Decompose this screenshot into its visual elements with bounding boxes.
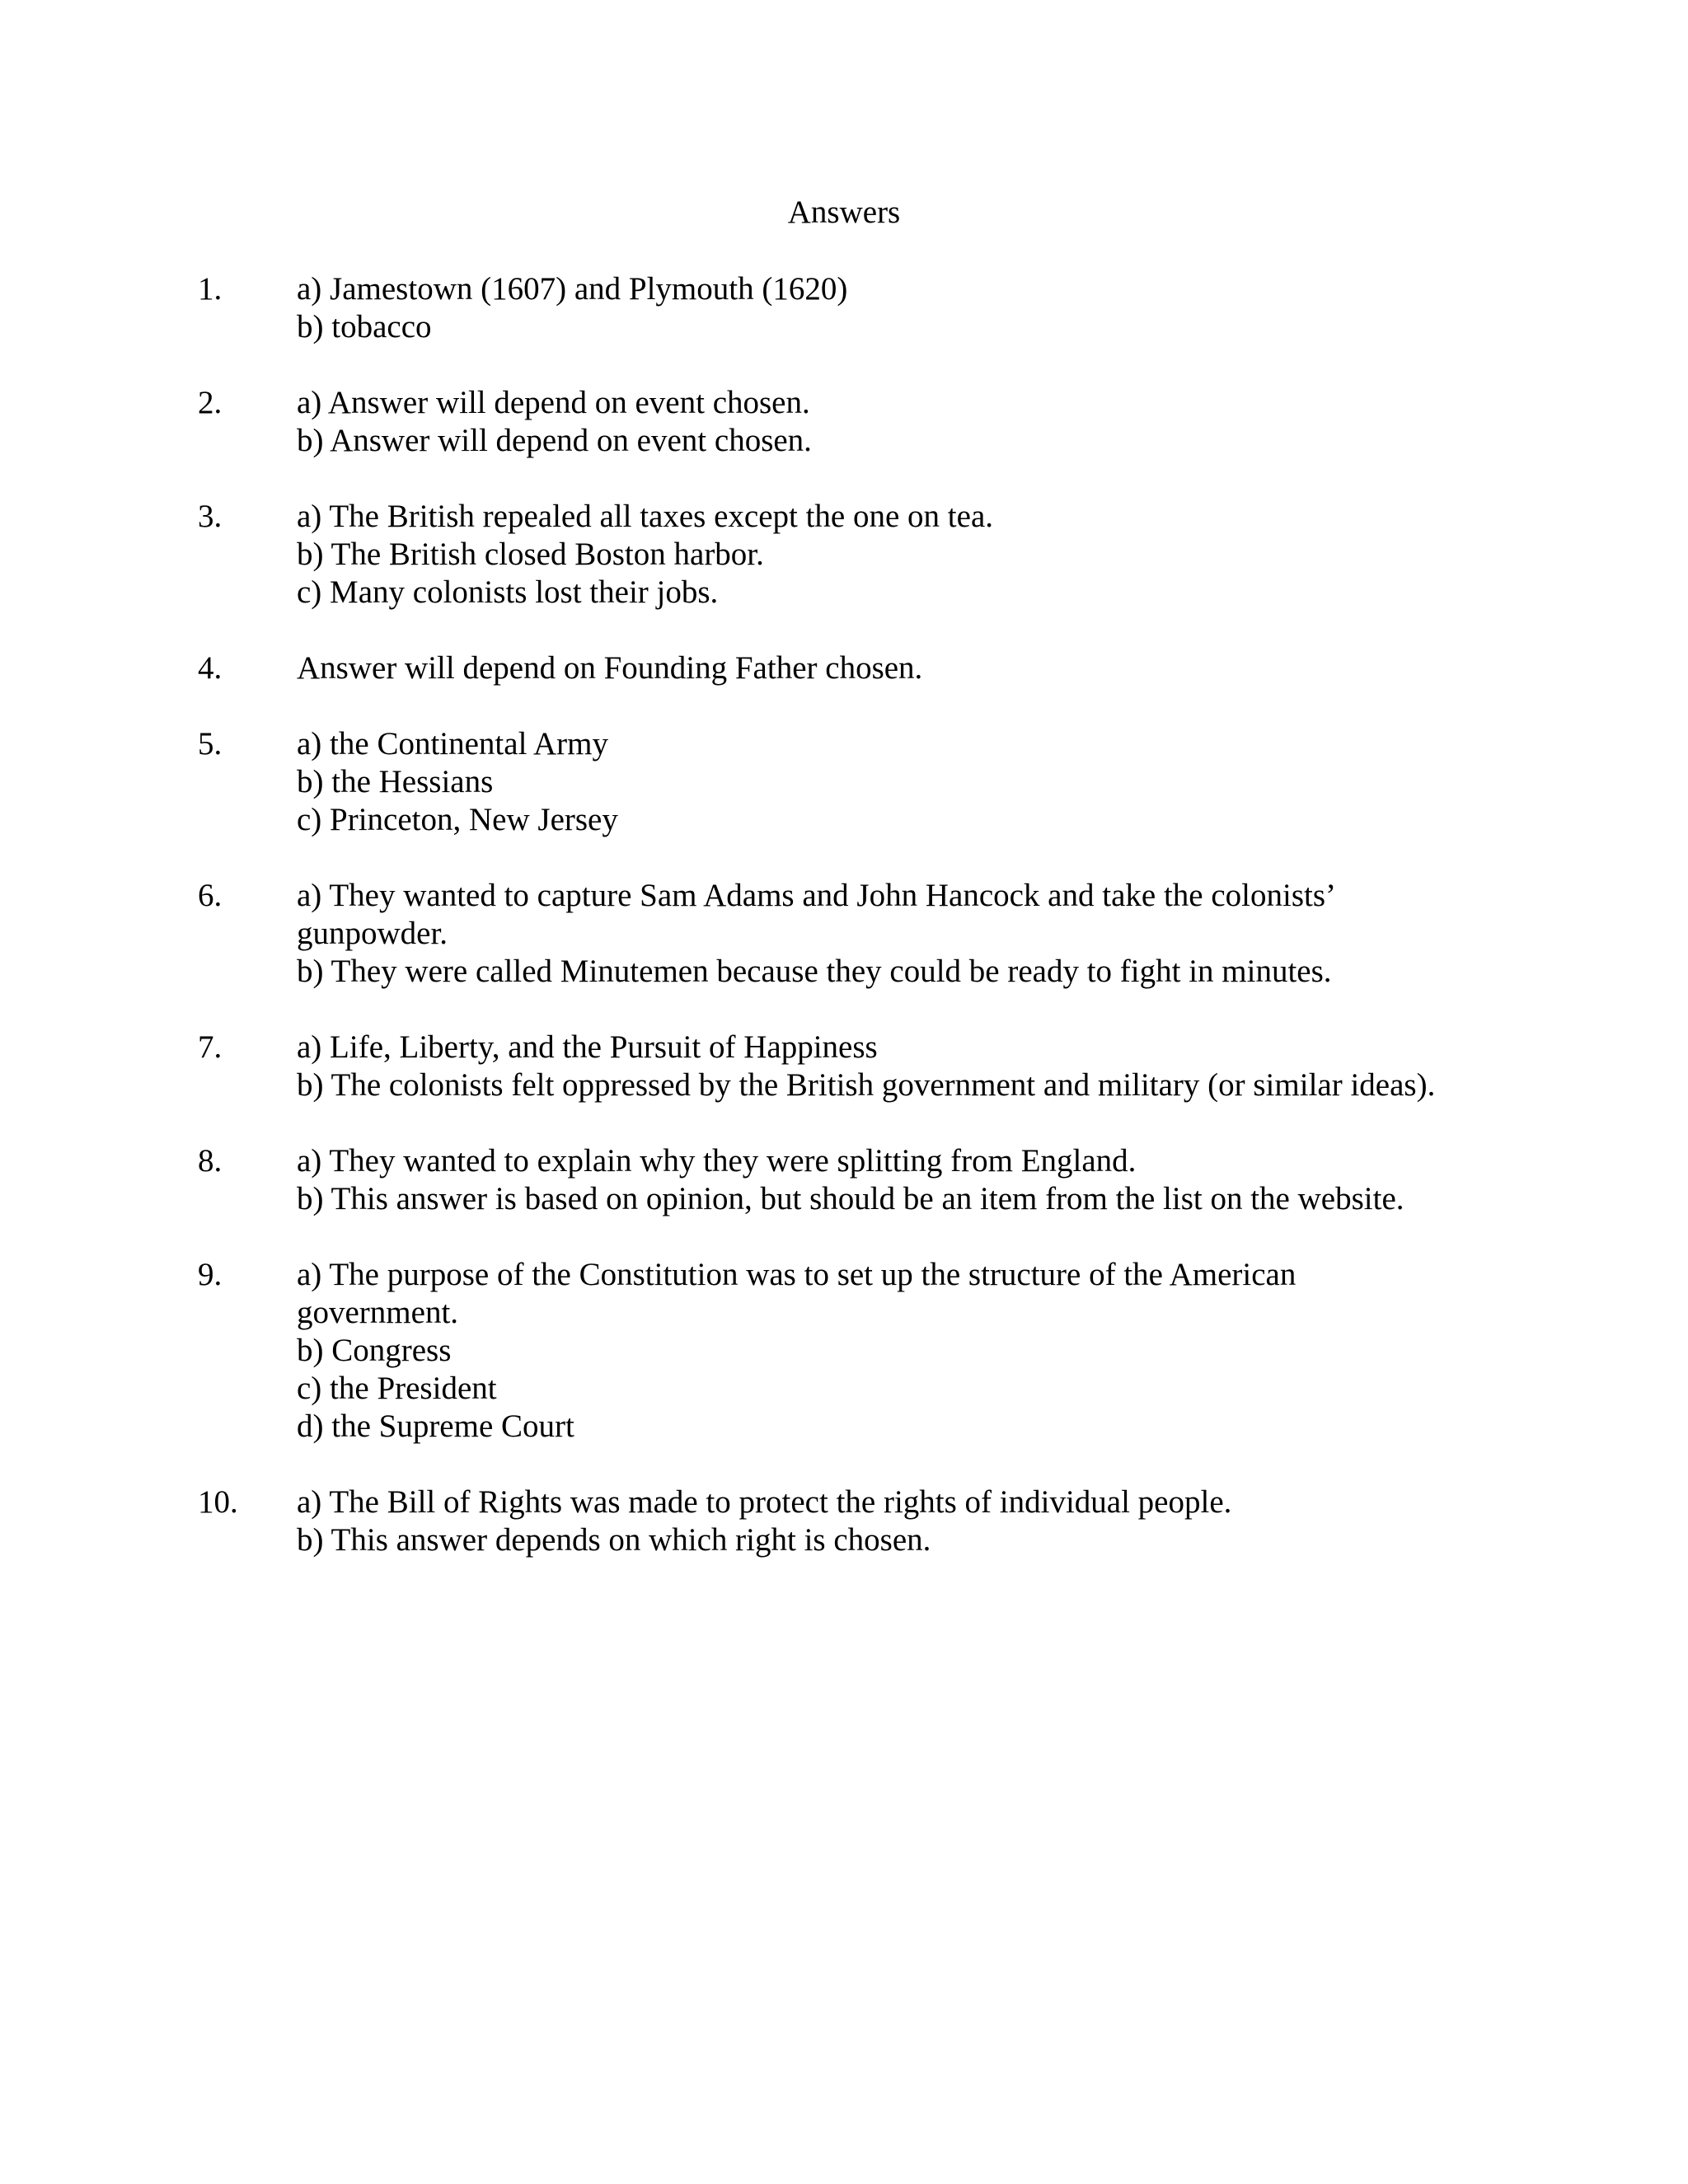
answer-item [198,649,1484,687]
answer-line: a) They wanted to capture Sam Adams and John Hancock and take the colonists’ [297,878,1337,913]
answer-item [198,384,1484,460]
answer-line: b) The British closed Boston harbor. [297,537,764,572]
answer-line: a) Jamestown (1607) and Plymouth (1620) [297,271,848,307]
answer-item [198,1142,1484,1218]
answer-item [198,1483,1484,1559]
answer-number: 4. [198,650,223,686]
answer-line: c) Many colonists lost their jobs. [297,574,719,610]
answer-body [297,1029,1484,1104]
answer-item [198,877,1484,991]
answer-line: a) Answer will depend on event chosen. [297,385,810,420]
answer-body [297,1142,1484,1218]
answer-number: 6. [198,878,223,913]
answer-number: 5. [198,726,223,762]
answer-line: b) This answer depends on which right is chosen. [297,1522,931,1558]
answer-line: gunpowder. [297,916,448,951]
answer-item [198,1029,1484,1104]
answer-item [198,498,1484,612]
answer-line: a) The British repealed all taxes except the one on tea. [297,499,994,534]
answer-body [297,649,1484,687]
answer-item [198,1256,1484,1446]
answer-number: 7. [198,1029,223,1065]
answer-number: 8. [198,1143,223,1179]
answer-item [198,725,1484,839]
answer-line: b) This answer is based on opinion, but should be an item from the list on the website. [297,1181,1404,1216]
answer-line: a) The Bill of Rights was made to protect the rights of individual people. [297,1484,1232,1520]
answer-line: a) They wanted to explain why they were splitting from England. [297,1143,1137,1179]
answer-line: a) the Continental Army [297,726,609,762]
answer-body [297,877,1484,991]
answer-line: b) Answer will depend on event chosen. [297,423,812,458]
answer-item [198,270,1484,346]
answer-body [297,498,1484,612]
answer-line: b) They were called Minutemen because they could be ready to fight in minutes. [297,954,1332,989]
answer-line: b) tobacco [297,309,432,344]
answer-line: c) the President [297,1371,497,1406]
answer-line: Answer will depend on Founding Father chosen. [297,650,923,686]
answer-line: d) the Supreme Court [297,1408,574,1444]
answer-number: 9. [198,1257,223,1292]
answer-body [297,1483,1484,1559]
answer-number: 2. [198,385,223,420]
answer-body [297,270,1484,346]
answer-line: government. [297,1295,459,1330]
answer-body [297,725,1484,839]
answer-body [297,384,1484,460]
answer-body [297,1256,1484,1446]
answer-number: 3. [198,499,223,534]
answer-line: b) Congress [297,1333,452,1368]
answer-number: 10. [198,1484,238,1520]
answer-number: 1. [198,271,223,307]
page-title: Answers [787,194,901,230]
answer-line: a) Life, Liberty, and the Pursuit of Happiness [297,1029,878,1065]
answer-list [198,270,1484,1597]
answer-line: a) The purpose of the Constitution was to set up the structure of the American [297,1257,1296,1292]
answer-line: b) the Hessians [297,764,494,799]
answer-line: b) The colonists felt oppressed by the British government and military (or similar ideas). [297,1067,1436,1103]
answer-line: c) Princeton, New Jersey [297,802,618,837]
